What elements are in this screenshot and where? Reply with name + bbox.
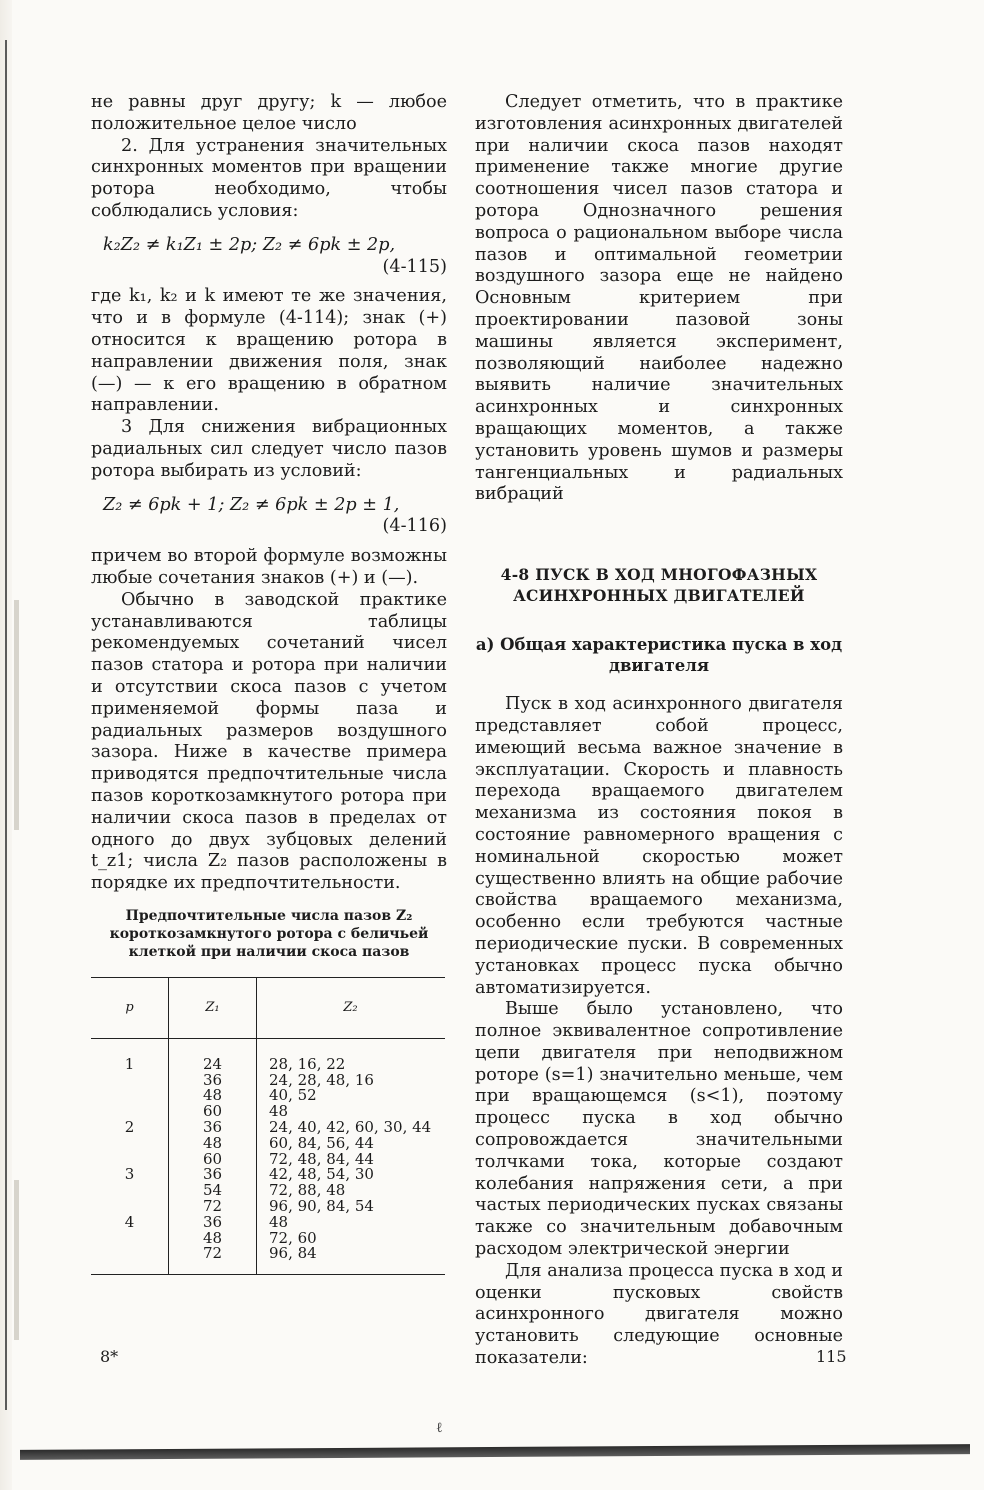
cell-z2: 48 (269, 1102, 289, 1121)
paragraph: Следует отметить, что в практике изготовления асинхронных двигателей при наличии скоса пазов находят применение также многие другие соотношения чисел пазов статора и ротора Однозначного решения вопроса о рациональном выборе числа пазов и оптимальной геометрии воздушного зазора еще не найдено Основным критерием при проектировании пазовой зоны машины является эксперимент, позволяющий наиболее надежно выявить наличие значительных асинхронных и синхронных вращающих моментов, а также установить уровень шумов и размеры тангенциальных и радиальных вибраций (475, 92, 843, 505)
scan-bottom-edge (20, 1444, 970, 1460)
table-row (91, 1231, 445, 1247)
cell-z2: 40, 52 (269, 1086, 317, 1105)
cell-z1: 72 (169, 1199, 257, 1215)
paragraph: Обычно в заводской практике устанавливаются таблицы рекомендуемых сочетаний чисел пазов статора и ротора при наличии и отсутствии скоса пазов с учетом применяемой формы паза и радиальных размеров воздушного зазора. Ниже в качестве примера приводятся предпочтительные числа пазов короткозамкнутого ротора при наличии скоса пазов в пределах от одного до двух зубцовых делений t_z1; числа Z₂ пазов расположены в порядке их предпочтительности. (91, 589, 447, 894)
cell-p (91, 1136, 169, 1152)
slot-numbers-table (91, 977, 445, 1275)
paragraph: причем во второй формуле возможны любые сочетания знаков (+) и (—). (91, 546, 447, 588)
cell-z2: 72, 48, 84, 44 (269, 1149, 374, 1168)
cell-z2: 96, 90, 84, 54 (269, 1197, 374, 1216)
table-row (91, 1120, 445, 1136)
paragraph: Для анализа процесса пуска в ход и оценки пусковых свойств асинхронного двигателя можно установить следующие основные показатели: (475, 1260, 843, 1369)
cell-z2: 72, 88, 48 (269, 1181, 346, 1200)
cell-z1: 24 (169, 1038, 257, 1072)
cell-z1: 36 (169, 1215, 257, 1231)
paragraph: где k₁, k₂ и k имеют те же значения, что и в формуле (4-114); знак (+) относится к вращению ротора в направлении движения поля, знак (—) — к его вращению в обратном направлении. (91, 286, 447, 416)
formula (103, 235, 447, 279)
table-row (91, 1183, 445, 1199)
section-title: 4-8 ПУСК В ХОД МНОГОФАЗНЫХ АСИНХРОННЫХ ДВИГАТЕЛЕЙ (500, 565, 818, 606)
cell-p: 4 (91, 1215, 169, 1231)
cell-p: 2 (91, 1120, 169, 1136)
scan-smudge (14, 1180, 19, 1340)
cell-z1: 36 (169, 1167, 257, 1183)
table-row (91, 1199, 445, 1215)
cell-p (91, 1231, 169, 1247)
cell-p (91, 1183, 169, 1199)
paragraph: не равны друг другу; k — любое положительное целое число (91, 92, 447, 134)
subsection-title: а) Общая характеристика пуска в ход двигателя (475, 635, 843, 676)
paragraph: Пуск в ход асинхронного двигателя представляет собой процесс, имеющий весьма важное значение в эксплуатации. Скорость и плавность перехода вращаемого двигателем механизма из состояния покоя в состояние равномерного вращения с номинальной скоростью может существенно влиять на общие рабочие свойства вращаемого механизма, особенно если требуются частные периодические пуски. В современных установках процесс пуска обычно автоматизируется. (475, 694, 843, 998)
cell-z1: 60 (169, 1152, 257, 1168)
formula-text: Z₂ ≠ 6pk + 1; Z₂ ≠ 6pk ± 2p ± 1, (103, 494, 400, 515)
paragraph: 2. Для устранения значительных синхронных моментов при вращении ротора необходимо, чтобы соблюдались условия: (91, 135, 447, 221)
table-row (91, 1088, 445, 1104)
cell-p: 1 (91, 1038, 169, 1072)
page-number-left: 8* (100, 1347, 119, 1366)
equation-number: (4-115) (382, 256, 447, 277)
cell-z2: 60, 84, 56, 44 (269, 1133, 374, 1152)
scan-binding-line (5, 40, 7, 1410)
table-header-row (91, 977, 445, 1038)
table-caption: Предпочтительные числа пазов Z₂ короткозамкнутого ротора с беличьей клеткой при наличии скоса пазов (109, 907, 429, 960)
cell-p (91, 1073, 169, 1089)
cell-p (91, 1246, 169, 1274)
cell-z1: 72 (169, 1246, 257, 1274)
cell-z1: 54 (169, 1183, 257, 1199)
formula-text: k₂Z₂ ≠ k₁Z₁ ± 2p; Z₂ ≠ 6pk ± 2p, (103, 234, 396, 255)
column-header-z2: Z₂ (257, 977, 446, 1038)
cell-z1: 48 (169, 1136, 257, 1152)
cell-z2: 24, 28, 48, 16 (269, 1070, 374, 1089)
cell-z2: 48 (269, 1212, 289, 1231)
paragraph: 3 Для снижения вибрационных радиальных сил следует число пазов ротора выбирать из условий: (91, 417, 447, 481)
cell-z2: 72, 60 (269, 1228, 317, 1247)
right-column (475, 92, 843, 1370)
cell-z1: 36 (169, 1120, 257, 1136)
table-row (91, 1167, 445, 1183)
cell-z2: 42, 48, 54, 30 (269, 1165, 374, 1184)
cell-z1: 60 (169, 1104, 257, 1120)
cell-p (91, 1088, 169, 1104)
table-row (91, 1073, 445, 1089)
cell-z2: 28, 16, 22 (269, 1054, 346, 1073)
equation-number: (4-116) (382, 516, 447, 537)
scan-speck: ℓ (436, 1420, 443, 1436)
table-row (91, 1152, 445, 1168)
scan-smudge (14, 600, 19, 830)
page-number-right: 115 (816, 1347, 847, 1366)
formula (103, 495, 447, 539)
table-row (91, 1246, 445, 1274)
cell-z1: 36 (169, 1073, 257, 1089)
table-body (91, 1038, 445, 1274)
column-header-z1: Z₁ (169, 977, 257, 1038)
cell-z1: 48 (169, 1231, 257, 1247)
cell-z2: 96, 84 (269, 1244, 317, 1263)
table-row (91, 1136, 445, 1152)
cell-z2: 24, 40, 42, 60, 30, 44 (269, 1118, 432, 1137)
paragraph: Выше было установлено, что полное эквивалентное сопротивление цепи двигателя при неподвижном роторе (s=1) значительно меньше, чем при вращающемся (s<1), поэтому процесс пуска в ход обычно сопровождается значительными толчками тока, которые создают колебания напряжения сети, а при частых периодических пусках связаны также со значительным добавочным расходом электрической энергии (475, 999, 843, 1260)
table-row (91, 1215, 445, 1231)
column-header-p: p (91, 977, 169, 1038)
left-column (91, 92, 447, 1275)
cell-p: 3 (91, 1167, 169, 1183)
table-row (91, 1038, 445, 1072)
cell-z1: 48 (169, 1088, 257, 1104)
